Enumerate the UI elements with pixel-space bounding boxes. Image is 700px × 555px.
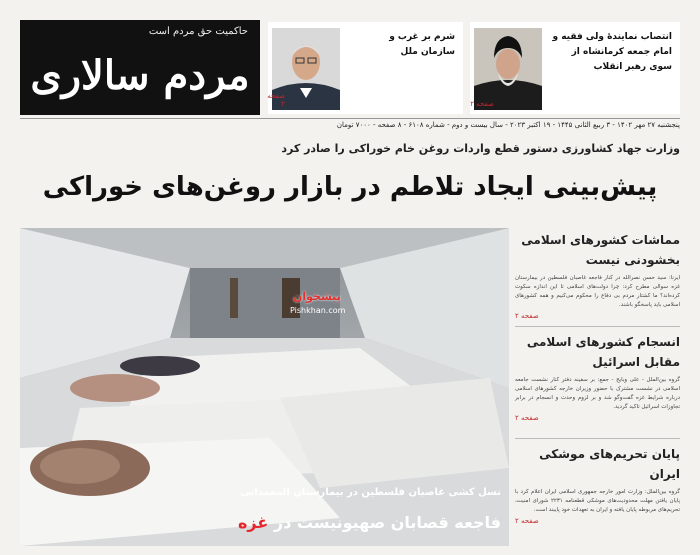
side-article-body: گروه بین‌الملل: وزارت امور خارجه جمهوری اسلامی ایران اعلام کرد با پایان یافتن مهلت محدودیت‌های موشکی قطعنامه ۲۲۳۱ شورای امنیت، تحریم‌های مربوطه پایان یافته و ایران به تعهدات خود پایبند است. [515, 489, 681, 513]
watermark: پیشخوان [293, 290, 341, 303]
side-article[interactable] [515, 332, 680, 422]
page-ref: صفحه ۲ [470, 100, 494, 108]
divider [515, 438, 680, 439]
main-photo[interactable] [20, 228, 509, 546]
masthead [20, 20, 260, 115]
page-ref: صفحه ۲ [267, 92, 285, 108]
side-article-body: گروه بین‌الملل - علی وبایح - جمع: بر سفینه دفتر کنار نشست جامعه اسلامی در نشست مشترک با حضور وزیران خارجه کشورهای اسلامی درباره شرایط غزه گفت‌وگو شد و بر لزوم وحدت و انسجام در برابر تجاوزات اسرائیل تاکید گردید. [515, 377, 680, 410]
side-article-title: انسجام کشورهای اسلامی مقابل اسرائیل [526, 335, 680, 369]
main-headline[interactable]: پیش‌بینی ایجاد تلاطم در بازار روغن‌های خوراکی [42, 172, 658, 202]
masthead-title: مردم سالاری [30, 52, 250, 99]
teaser-text: شرم بر غرب و سازمان ملل [389, 32, 455, 57]
side-article-body: ایرنا: سید حسن نصرالله در کنار فاجعه غاصبان فلسطین در بیمارستان غزه سوالی مطرح کرد: چرا دولت‌های اسلامی تا این اندازه سکوت کرده‌اند؟ ما کشتار مردم بی دفاع را محکوم می‌کنیم و همه کشورهای اسلامی باید پاسخگو باشند. [515, 275, 680, 308]
photo-headline-highlight: غزه [237, 513, 269, 532]
photo-headline[interactable] [238, 513, 501, 532]
teaser-leader[interactable] [470, 22, 680, 114]
teaser-zarif[interactable] [268, 22, 463, 114]
side-article-title: مماشات کشورهای اسلامی بخشودنی نیست [521, 233, 680, 267]
portrait-photo [474, 28, 542, 110]
side-article-title: پایان تحریم‌های موشکی ایران [539, 447, 680, 481]
divider [515, 326, 680, 327]
photo-caption: نسل کشی غاصبان فلسطین در بیمارستان المعمدانی [240, 487, 501, 498]
watermark-url: Pishkhan.com [290, 306, 346, 315]
photo-headline-main: فاجعه قصابان صهیونیست در [268, 513, 501, 532]
teaser-text: انتصاب نمایندۀ ولی فقیه و امام جمعه کرمانشاه از سوی رهبر انقلاب [552, 32, 672, 72]
side-article[interactable] [515, 230, 680, 320]
masthead-tagline: حاکمیت حق مردم است [148, 26, 248, 37]
page-ref: صفحه ۲ [515, 414, 539, 422]
side-article[interactable] [515, 444, 680, 525]
dateline: پنجشنبه ۲۷ مهر ۱۴۰۲ - ۳ ربیع الثانی ۱۴۴۵ - ۱۹ اکتبر ۲۰۲۳ - سال بیست و دوم - شماره ۶۱۰۸ - ۸ صفحه - ۷۰۰۰ تومان [20, 118, 680, 129]
page-ref: صفحه ۲ [515, 517, 539, 525]
headline-kicker: وزارت جهاد کشاورزی دستور قطع واردات روغن خام خوراکی را صادر کرد [281, 142, 680, 155]
page-ref: صفحه ۲ [515, 312, 539, 320]
